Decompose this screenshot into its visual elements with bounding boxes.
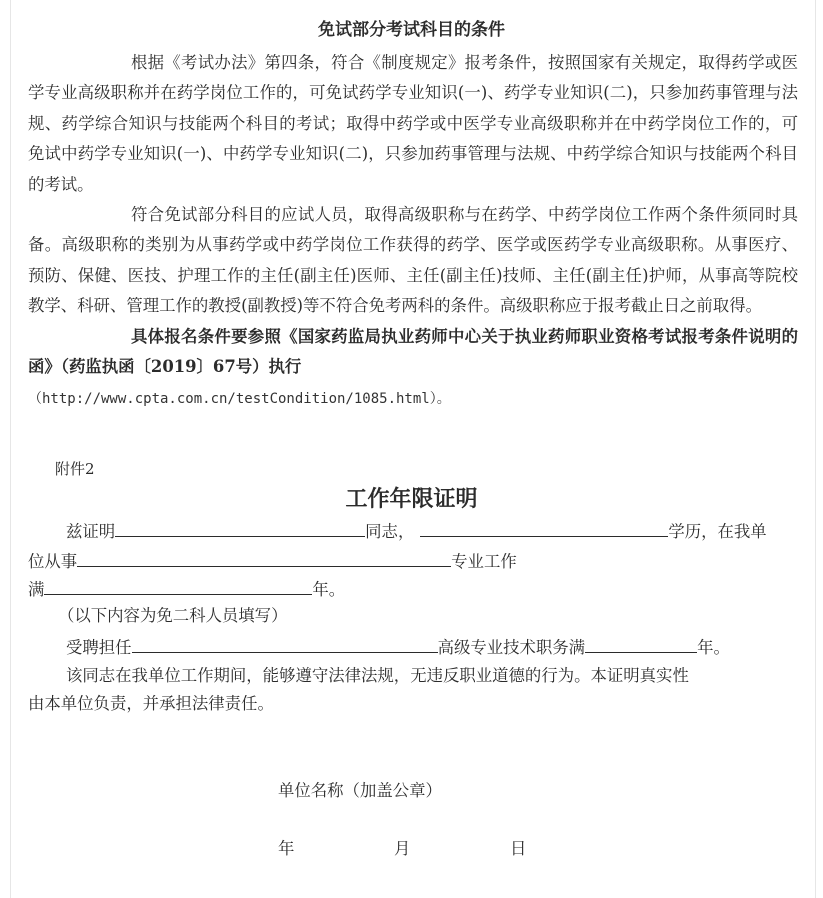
exemption-note: （以下内容为免二科人员填写）	[58, 606, 288, 625]
reference-text: 具体报名条件要参照《国家药监局执业药师中心关于执业药师职业资格考试报考条件说明的函》（药监执函〔2019〕67号）执行	[28, 326, 798, 377]
section-title: 免试部分考试科目的条件	[318, 20, 505, 40]
line3-prefix: 满	[28, 580, 45, 599]
certificate-title: 工作年限证明	[345, 486, 478, 512]
certificate-line-5	[66, 634, 730, 660]
line2-prefix: 位从事	[28, 552, 78, 571]
certificate-line-2	[28, 548, 517, 574]
line1-middle: 同志，	[365, 522, 415, 541]
line1-prefix: 兹证明	[66, 522, 116, 541]
years-blank[interactable]	[44, 576, 312, 595]
line1-suffix: 学历，在我单	[668, 522, 767, 541]
paragraph-exemption-rules: 根据《考试办法》第四条，符合《制度规定》报考条件，按照国家有关规定，取得药学或医学专业高级职称并在药学岗位工作的，可免试药学专业知识(一)、药学专业知识(二)，只参加药事管理与法规、药学综合知识与技能两个科目的考试；取得中药学或中医学专业高级职称并在中药学岗位工作的，可免试中药学专业知识(一)、中药学专业知识(二)，只参加药事管理与法规、中药学综合知识与技能两个科目的考试。	[28, 53, 798, 194]
line2-suffix: 专业工作	[451, 552, 517, 571]
organization-label: 单位名称（加盖公章）	[278, 781, 442, 800]
date-month-label: 月	[394, 839, 411, 858]
attachment-label: 附件2	[55, 460, 95, 478]
page-left-border	[10, 0, 11, 898]
reference-url: （http://www.cpta.com.cn/testCondition/1085.html）。	[28, 391, 451, 408]
line5-middle: 高级专业技术职务满	[437, 638, 586, 657]
name-blank[interactable]	[115, 518, 365, 537]
paragraph-reference	[28, 322, 798, 383]
certificate-line-7: 由本单位负责，并承担法律责任。	[28, 694, 274, 713]
certificate-line-1	[66, 518, 767, 544]
specialty-blank[interactable]	[77, 548, 451, 567]
certificate-line-6: 该同志在我单位工作期间，能够遵守法律法规，无违反职业道德的行为。本证明真实性	[66, 666, 689, 685]
page-right-border	[815, 0, 816, 898]
paragraph-eligibility: 符合免试部分科目的应试人员，取得高级职称与在药学、中药学岗位工作两个条件须同时具备。高级职称的类别为从事药学或中药学岗位工作获得的药学、医学或医药学专业高级职称。从事医疗、预防、保健、医技、护理工作的主任(副主任)医师、主任(副主任)技师、主任(副主任)护师，从事高等院校教学、科研、管理工作的教授(副教授)等不符合免考两科的条件。高级职称应于报考截止日之前取得。	[28, 205, 798, 316]
line3-suffix: 年。	[312, 580, 346, 599]
certificate-line-3	[28, 576, 345, 602]
line5-suffix: 年。	[697, 638, 730, 657]
education-blank[interactable]	[420, 518, 668, 537]
date-day-label: 日	[510, 839, 527, 858]
line5-prefix: 受聘担任	[66, 638, 132, 657]
position-blank[interactable]	[132, 634, 438, 653]
date-year-label: 年	[278, 839, 295, 858]
section-body	[28, 48, 798, 415]
position-years-blank[interactable]	[585, 634, 697, 653]
